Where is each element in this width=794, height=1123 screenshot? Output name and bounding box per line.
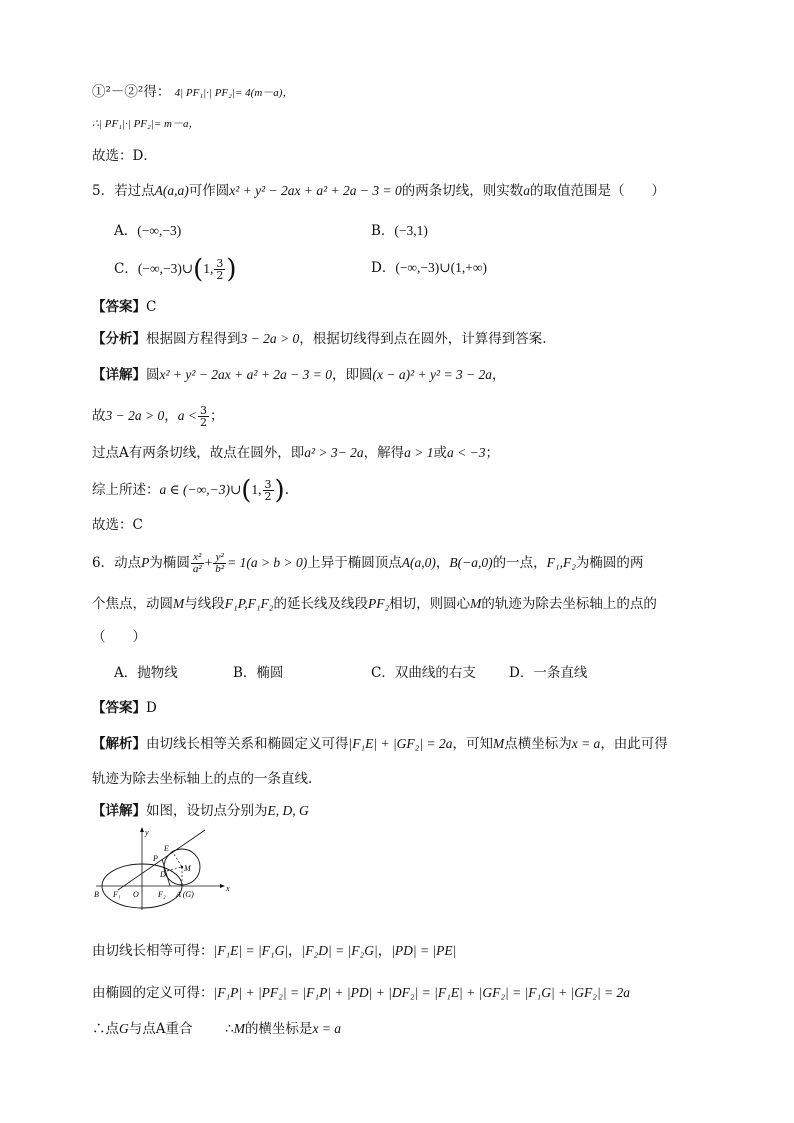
numerator: x² [191, 552, 204, 564]
center-m-dot [181, 866, 183, 868]
formula: a ∈ (−∞,−3)∪ [159, 482, 242, 497]
numerator: y² [213, 552, 226, 564]
x-axis-arrow [220, 884, 225, 888]
paren-open: ( [193, 254, 204, 285]
option-text: C．双曲线的右支 [371, 665, 476, 681]
formula: B(−a,0) [449, 555, 493, 570]
label-f1: F₁ [113, 890, 121, 899]
numerator: 3 [264, 478, 272, 491]
denominator: 2 [216, 269, 224, 282]
label-d: D [160, 870, 166, 879]
separator: ， [377, 943, 392, 959]
fraction [213, 552, 226, 575]
analysis-text: ，可知 [452, 736, 493, 752]
stem-text: 的两条切线，则实数 [401, 183, 524, 199]
q6-tangent-lengths [92, 941, 456, 961]
formula: ∴| PF₁|·| PF₂|= m－a， [92, 118, 200, 130]
label-a-g: A (G) [176, 890, 194, 899]
formula: a² > 3− 2a [304, 445, 364, 460]
formula: G [119, 1021, 129, 1036]
q5-option-d [371, 258, 487, 278]
formula: (x − a)² + y² = 3 − 2a [372, 367, 493, 382]
formula: 1, [251, 482, 262, 497]
formula: 3 − 2a > 0 [105, 408, 165, 423]
numerator: 3 [216, 257, 224, 270]
formula: |PD| = |PE| [391, 943, 457, 958]
stem-text: 上异于椭圆顶点 [307, 555, 402, 571]
q5-option-a [114, 221, 181, 241]
detail-text: 由切线长相等可得： [92, 943, 214, 959]
detail-text: 综上所述： [92, 482, 160, 498]
formula: = 1(a > b > 0) [227, 555, 308, 570]
fraction [198, 405, 209, 428]
formula: A(a,0) [401, 555, 436, 570]
q5-summary [92, 475, 289, 506]
formula: (−∞,−3) [137, 223, 182, 238]
detail-text: 圆 [146, 367, 160, 383]
radius-me [172, 851, 182, 867]
label-p: P [153, 854, 158, 863]
denominator: 2 [199, 416, 207, 429]
formula: a < −3 [447, 445, 486, 460]
derivation-line-2 [92, 114, 200, 134]
q6-detail [92, 801, 309, 821]
paren-close: ) [226, 254, 237, 285]
q5-analysis [92, 329, 547, 349]
q5-tangent-condition [92, 443, 499, 463]
analysis-text: 根据圆方程得到 [146, 331, 241, 347]
analysis-text: ，根据切线得到点在圆外，计算得到答案. [299, 331, 547, 347]
label-y: y [145, 828, 149, 837]
formula: M [492, 736, 505, 751]
detail-text: 由椭圆的定义可得： [92, 985, 214, 1001]
formula: x² + y² − 2ax + a² + 2a − 3 = 0 [159, 367, 333, 382]
q6-ellipse-definition [92, 983, 630, 1003]
label-b: B [94, 890, 99, 899]
stem-text: 的延长线及线段 [273, 596, 368, 612]
fraction [191, 552, 204, 575]
separator: ， [288, 943, 302, 959]
ellipse-tangent-figure [92, 826, 232, 911]
detail-text: 的横坐标是 [244, 1021, 313, 1037]
label-x: x [226, 884, 230, 893]
formula: F₁P,F₁F₂ [224, 596, 274, 611]
formula: a < [177, 408, 197, 423]
detail-text: ， [164, 408, 178, 424]
fraction [214, 258, 225, 281]
choose-text: 故选：C [92, 517, 143, 533]
answer-tag: 【答案】 [92, 700, 146, 716]
numerator: 3 [199, 404, 207, 417]
detail-text: ，解得 [363, 445, 405, 461]
question-6-stem-line-1: 6．动点P为椭圆 $\frac{\text{x²}}{\text{a²}}$ + $\frac{\text{y²}}{\text{b²}}$ = 1(a > b > 0)上异于椭圆顶点A(a,0)，B(−a,0)的一点，F₁,F₂为椭圆的两 [92, 551, 644, 575]
q6-option-d [509, 663, 587, 683]
q5-choose [92, 515, 143, 535]
detail-text: 故 [92, 408, 106, 424]
formula: 4| PF₁|·| PF₂|= 4(m－a)， [174, 87, 294, 99]
derivation-line-1 [92, 82, 293, 103]
detail-text: ∴点 [92, 1021, 119, 1037]
q6-analysis-line-1 [92, 734, 668, 754]
answer-blank: （ ） [92, 629, 146, 645]
analysis-tag: 【分析】 [92, 331, 146, 347]
detail-text: ； [209, 408, 224, 424]
formula: |F₁E| + |GF₂| = 2a [348, 736, 453, 751]
label-e: E [164, 844, 169, 853]
formula: |F₂D| = |F₂G| [301, 943, 378, 958]
y-axis-arrow [140, 827, 144, 832]
detail-text: 如图，设切点分别为 [146, 803, 268, 819]
stem-text: 若过点 [114, 183, 155, 199]
formula: PF₂ [367, 596, 390, 611]
stem-text: 动点 [114, 555, 142, 571]
option-label: D． [371, 260, 396, 276]
formula: P [141, 555, 150, 570]
stem-text: 为椭圆的两 [575, 555, 644, 571]
stem-text: 的一点， [492, 555, 547, 571]
q6-conclusion [92, 1019, 341, 1039]
detail-text: ，即圆 [332, 367, 373, 383]
formula: |F₁P| + |PF₂| = |F₁P| + |PD| + |DF₂| = |F₁E| + |GF₂| = |F₁G| + |GF₂| = 2a [213, 985, 631, 1000]
derivation-text: ①²－②²得： [92, 84, 171, 100]
paren-close: ) [274, 475, 285, 506]
tangent-line-f1p [118, 830, 205, 890]
detail-text: 与点A重合 [128, 1021, 193, 1037]
detail-tag: 【详解】 [92, 367, 146, 383]
label-f2: F₂ [158, 890, 166, 899]
option-text: D．一条直线 [509, 665, 588, 681]
answer-tag: 【答案】 [92, 299, 146, 315]
formula: (−3,1) [394, 223, 428, 238]
formula: 1, [203, 261, 214, 276]
formula: M [470, 596, 482, 611]
analysis-text: 点横坐标为 [504, 736, 572, 752]
detail-text: ； [485, 445, 500, 461]
stem-text: ， [435, 555, 450, 571]
formula: a [523, 183, 530, 198]
stem-text: 相切，则圆心 [389, 596, 471, 612]
formula: x = a [571, 736, 601, 751]
stem-text: 的轨迹为除去坐标轴上的点的 [481, 596, 657, 612]
paren-open: ( [241, 475, 252, 506]
option-text: B．椭圆 [233, 665, 284, 681]
q5-answer [92, 297, 156, 317]
q5-detail [92, 365, 506, 385]
q6-answer [92, 698, 157, 718]
denominator: b² [215, 563, 225, 575]
analysis-text: ，由此可得 [600, 736, 668, 752]
option-label: A． [114, 223, 138, 239]
formula: M [173, 596, 185, 611]
question-6-stem-line-2 [92, 594, 657, 614]
formula: x = a [312, 1021, 342, 1036]
detail-text: 或 [433, 445, 448, 461]
formula: a > 1 [404, 445, 434, 460]
formula: x² + y² − 2ax + a² + 2a − 3 = 0 [229, 183, 402, 198]
formula: F₁,F₂ [546, 555, 576, 570]
formula: (−∞,−3)∪(1,+∞) [395, 260, 487, 275]
stem-text: 为椭圆 [149, 555, 190, 571]
detail-tag: 【详解】 [92, 803, 146, 819]
question-6-paren [92, 627, 146, 647]
formula: E, D, G [267, 803, 309, 818]
answer-value: D [146, 700, 157, 716]
choose-text: 故选：D． [92, 148, 157, 164]
q5-option-c [114, 254, 237, 285]
label-m: M [184, 864, 191, 873]
option-label: C． [114, 261, 138, 277]
label-o: O [133, 890, 139, 899]
question-number: 5． [92, 183, 115, 199]
detail-text: . [284, 482, 289, 498]
q6-option-b [233, 663, 283, 683]
formula: |F₁E| = |F₁G| [213, 943, 289, 958]
stem-text: 的取值范围是（ ） [530, 183, 665, 199]
denominator: a² [192, 563, 202, 575]
radius-md [167, 867, 182, 871]
fraction [263, 479, 274, 502]
option-label: B． [371, 223, 395, 239]
stem-text: 个焦点，动圆 [92, 596, 173, 612]
stem-text: 可作圆 [188, 183, 230, 199]
analysis-tag: 【解析】 [92, 736, 146, 752]
q5-option-b [371, 221, 428, 241]
choose-line-q4 [92, 146, 157, 166]
formula: A(a,a) [154, 183, 189, 198]
q5-condition [92, 405, 223, 428]
analysis-text: 轨迹为除去坐标轴上的点的一条直线. [92, 771, 313, 787]
denominator: 2 [264, 490, 272, 503]
formula: 3 − 2a > 0 [240, 331, 300, 346]
formula: M [233, 1021, 245, 1036]
q6-analysis-line-2 [92, 769, 312, 789]
q6-option-a [114, 663, 178, 683]
analysis-text: 由切线长相等关系和椭圆定义可得 [146, 736, 349, 752]
question-number: 6． [92, 555, 115, 571]
stem-text: 与线段 [184, 596, 225, 612]
option-text: A．抛物线 [114, 665, 178, 681]
formula: (−∞,−3)∪ [137, 261, 194, 276]
detail-text: ， [492, 367, 506, 383]
detail-text: 过点A有两条切线，故点在圆外，即 [92, 445, 305, 461]
question-5-stem [92, 181, 665, 201]
detail-text: ∴ [225, 1021, 234, 1037]
q6-option-c [371, 663, 476, 683]
answer-value: C [146, 299, 157, 315]
